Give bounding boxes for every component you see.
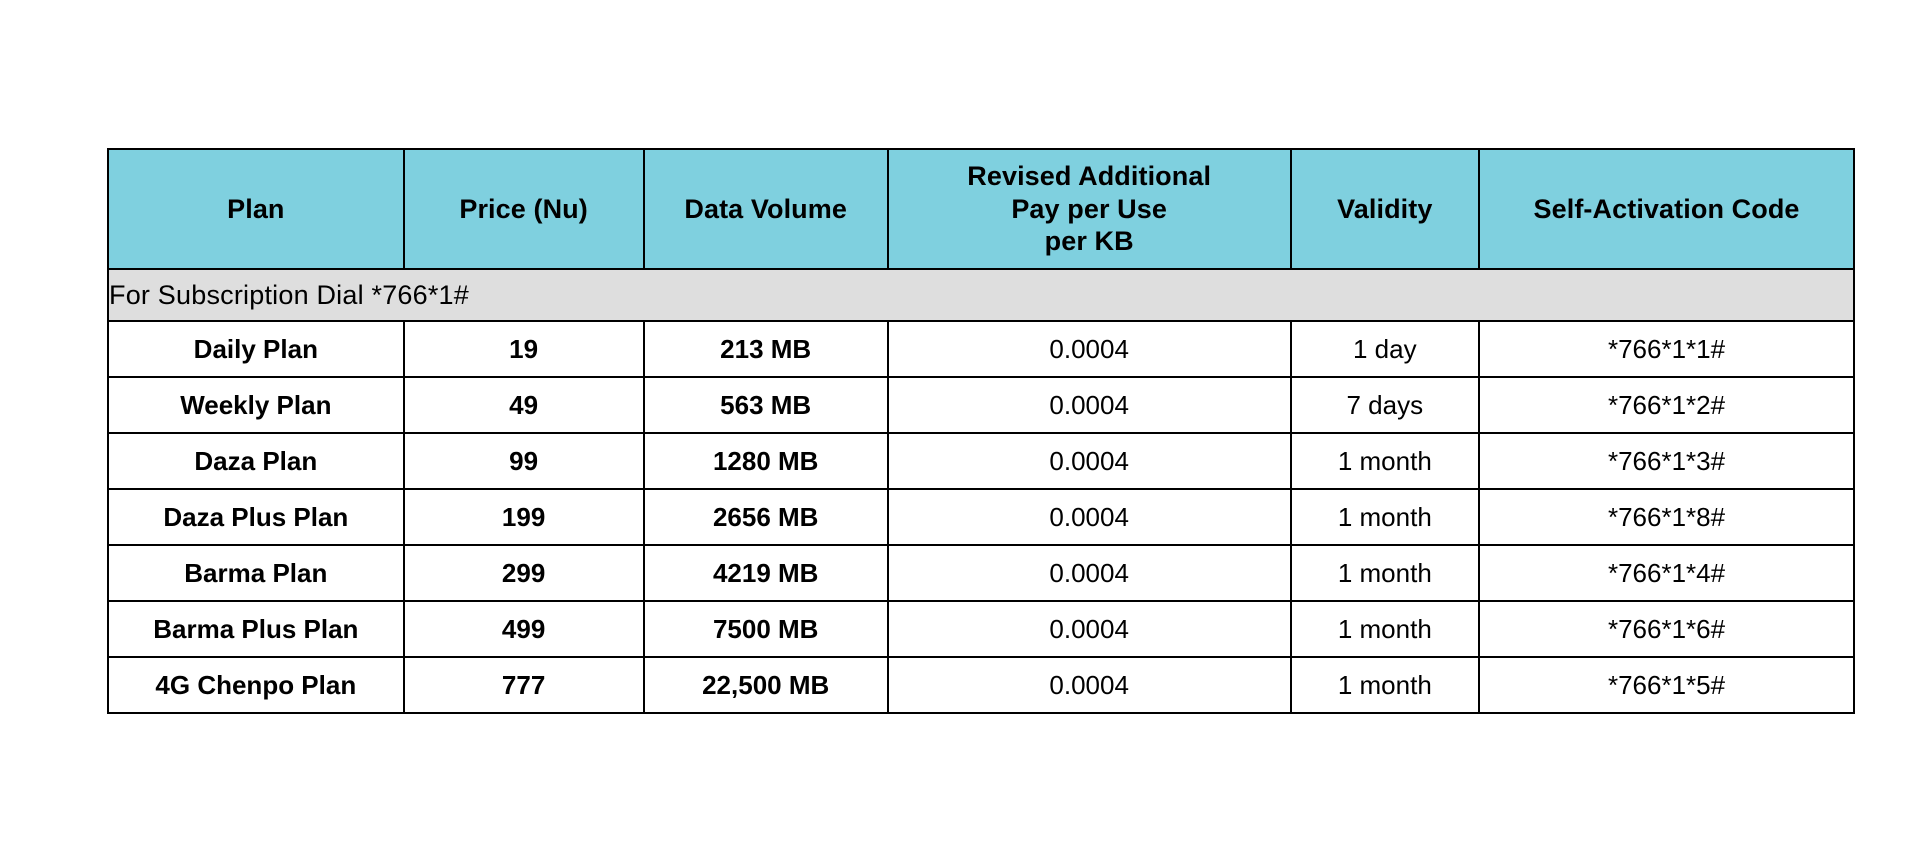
cell-data-volume: 7500 MB <box>644 601 888 657</box>
cell-data-volume: 4219 MB <box>644 545 888 601</box>
cell-plan: Weekly Plan <box>108 377 404 433</box>
column-header-plan: Plan <box>108 149 404 269</box>
table-row <box>108 601 1854 657</box>
cell-self-activation-code: *766*1*5# <box>1479 657 1854 713</box>
cell-plan: 4G Chenpo Plan <box>108 657 404 713</box>
cell-self-activation-code: *766*1*8# <box>1479 489 1854 545</box>
column-header-validity: Validity <box>1291 149 1480 269</box>
table-row <box>108 657 1854 713</box>
cell-price: 199 <box>404 489 644 545</box>
cell-plan: Daza Plus Plan <box>108 489 404 545</box>
cell-self-activation-code: *766*1*6# <box>1479 601 1854 657</box>
cell-price: 499 <box>404 601 644 657</box>
cell-pay-per-use: 0.0004 <box>888 433 1291 489</box>
cell-self-activation-code: *766*1*1# <box>1479 321 1854 377</box>
cell-price: 49 <box>404 377 644 433</box>
cell-self-activation-code: *766*1*2# <box>1479 377 1854 433</box>
cell-pay-per-use: 0.0004 <box>888 601 1291 657</box>
cell-pay-per-use: 0.0004 <box>888 657 1291 713</box>
column-header-pay-per-use <box>888 149 1291 269</box>
table-header-row <box>108 149 1854 269</box>
column-header-self-activation-code: Self-Activation Code <box>1479 149 1854 269</box>
cell-price: 299 <box>404 545 644 601</box>
column-header-data-volume: Data Volume <box>644 149 888 269</box>
cell-data-volume: 22,500 MB <box>644 657 888 713</box>
cell-validity: 1 day <box>1291 321 1480 377</box>
cell-validity: 1 month <box>1291 657 1480 713</box>
table-header <box>108 149 1854 269</box>
cell-price: 99 <box>404 433 644 489</box>
cell-plan: Barma Plan <box>108 545 404 601</box>
cell-plan: Daza Plan <box>108 433 404 489</box>
cell-pay-per-use: 0.0004 <box>888 489 1291 545</box>
cell-validity: 1 month <box>1291 601 1480 657</box>
cell-pay-per-use: 0.0004 <box>888 321 1291 377</box>
cell-self-activation-code: *766*1*3# <box>1479 433 1854 489</box>
cell-pay-per-use: 0.0004 <box>888 377 1291 433</box>
cell-plan: Barma Plus Plan <box>108 601 404 657</box>
cell-validity: 1 month <box>1291 545 1480 601</box>
column-header-pay-line-2: Pay per Use <box>1011 193 1168 224</box>
table-subscription-note-section <box>108 269 1854 321</box>
cell-plan: Daily Plan <box>108 321 404 377</box>
column-header-pay-line-1: Revised Additional <box>967 160 1212 191</box>
column-header-price: Price (Nu) <box>404 149 644 269</box>
table-row <box>108 489 1854 545</box>
table-row <box>108 545 1854 601</box>
cell-validity: 1 month <box>1291 433 1480 489</box>
subscription-note-text: For Subscription Dial *766*1# <box>108 269 1854 321</box>
table-body <box>108 321 1854 713</box>
cell-validity: 1 month <box>1291 489 1480 545</box>
table-row <box>108 433 1854 489</box>
cell-self-activation-code: *766*1*4# <box>1479 545 1854 601</box>
cell-validity: 7 days <box>1291 377 1480 433</box>
plans-table-container <box>107 148 1855 714</box>
column-header-pay-line-3: per KB <box>1044 226 1134 257</box>
subscription-note-row <box>108 269 1854 321</box>
cell-data-volume: 563 MB <box>644 377 888 433</box>
data-plans-table <box>107 148 1855 714</box>
cell-data-volume: 2656 MB <box>644 489 888 545</box>
cell-price: 19 <box>404 321 644 377</box>
table-row <box>108 377 1854 433</box>
cell-price: 777 <box>404 657 644 713</box>
cell-data-volume: 213 MB <box>644 321 888 377</box>
cell-data-volume: 1280 MB <box>644 433 888 489</box>
table-row <box>108 321 1854 377</box>
cell-pay-per-use: 0.0004 <box>888 545 1291 601</box>
